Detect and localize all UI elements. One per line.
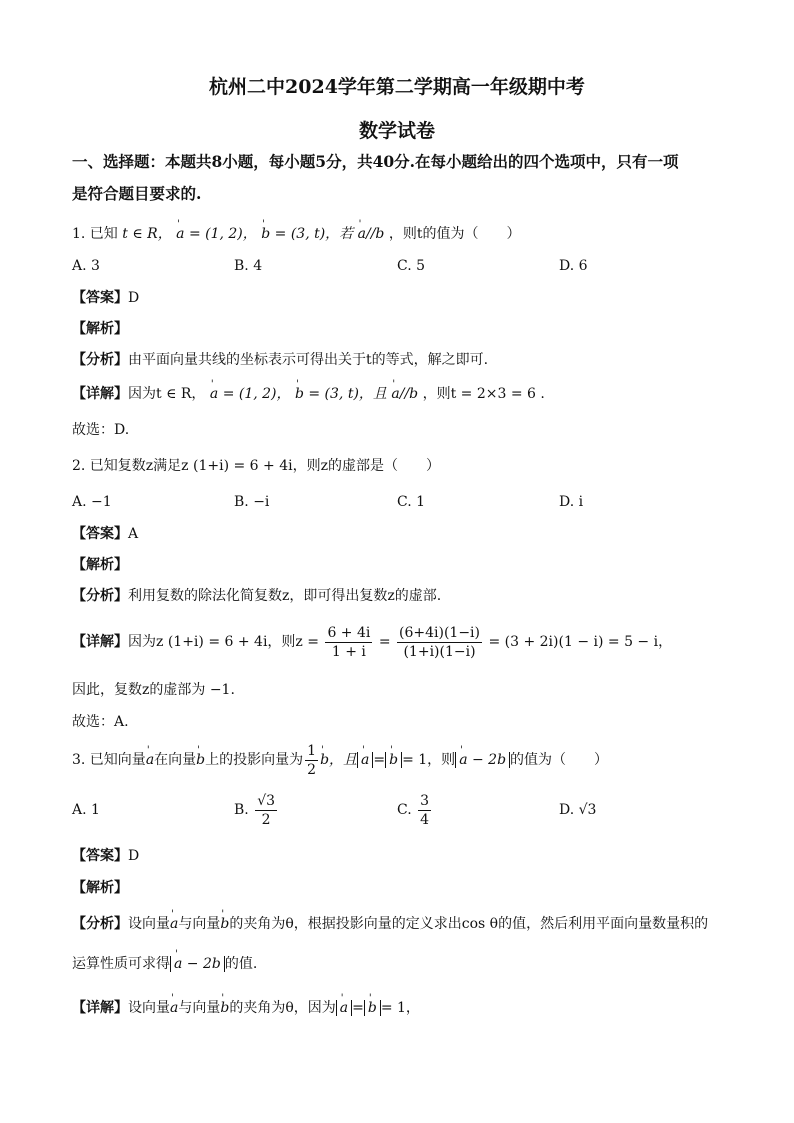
q1-xiangjie xyxy=(72,384,545,404)
q3-fenxi2-b: 的值. xyxy=(224,956,258,972)
fenxi-label: 【分析】 xyxy=(72,352,128,368)
xiangjie-label: 【详解】 xyxy=(72,386,128,402)
section-heading-line1: 一、选择题：本题共8小题，每小题5分，共40分.在每小题给出的四个选项中，只有一项 xyxy=(72,152,679,171)
q3-option-b-label: B. xyxy=(234,802,249,818)
q3-xiangjie-vec-b: ' b xyxy=(220,998,229,1018)
q3-fenxi2-a: 运算性质可求得 xyxy=(72,956,170,972)
q2-option-a: A. −1 xyxy=(72,494,112,510)
q3-stem-vec-b: ' b xyxy=(196,740,205,780)
q3-abs-b-text: ' b xyxy=(389,740,398,780)
q3-stem-vec-a: ' a xyxy=(146,740,154,780)
q3-abs-a xyxy=(357,752,373,768)
fenxi-label: 【分析】 xyxy=(72,588,128,604)
q3-fenxi2-abs xyxy=(170,956,225,972)
q3-stem-g: 的值为（ ） xyxy=(510,752,609,768)
q3-xiangjie-g: = 1， xyxy=(380,1000,420,1016)
q3-option-c-den: 4 xyxy=(420,811,430,828)
q2-option-d: D. i xyxy=(559,494,584,510)
q3-stem-b: 在向量 xyxy=(154,752,197,768)
q2-xiangjie-a: 因为z (1+i) = 6 + 4i，则z = xyxy=(128,634,319,650)
q2-answer xyxy=(72,524,138,544)
q3-xiangjie-abs-b xyxy=(364,1000,381,1016)
q1-xiangjie-a: 因为t ∈ R， xyxy=(128,386,206,402)
q1-option-b: B. 4 xyxy=(234,258,263,274)
q1-stem-parallel: ' a//b xyxy=(358,224,385,244)
q1-conclusion: 故选：D. xyxy=(72,422,130,438)
q3-abs-diff-text: ' a − 2b xyxy=(459,740,506,780)
q3-xiangjie-abs-a-text: ' a xyxy=(340,998,348,1018)
answer-label: 【答案】 xyxy=(72,290,128,306)
q3-xiangjie-abs-b-text: ' b xyxy=(368,998,377,1018)
q3-xiangjie-a: 设向量 xyxy=(128,1000,170,1016)
q2-fraction-2 xyxy=(397,624,482,661)
q1-answer xyxy=(72,288,139,308)
q3-option-c xyxy=(397,790,433,830)
q1-stem xyxy=(72,224,520,244)
q3-option-b xyxy=(234,790,279,830)
q3-option-b-den: 2 xyxy=(261,811,271,828)
xiangjie-label: 【详解】 xyxy=(72,634,128,650)
fenxi-label: 【分析】 xyxy=(72,916,128,932)
q2-frac2-den: (1+i)(1−i) xyxy=(403,643,476,660)
q3-option-c-num: 3 xyxy=(420,792,430,809)
exam-subtitle: 数学试卷 xyxy=(358,120,435,142)
q3-fenxi2-abs-text: ' a − 2b xyxy=(174,954,221,974)
q1-option-d: D. 6 xyxy=(559,258,588,274)
q3-option-c-fraction xyxy=(418,792,431,829)
q3-xiangjie-abs-a xyxy=(336,1000,352,1016)
q3-stem-a: 3. 已知向量 xyxy=(72,752,146,768)
q1-analysis-label: 【解析】 xyxy=(72,321,128,337)
q3-abs-a-text: ' a xyxy=(361,740,369,780)
q3-option-d: D. √3 xyxy=(559,802,597,818)
xiangjie-label: 【详解】 xyxy=(72,1000,128,1016)
q2-equals: = xyxy=(378,634,391,650)
q3-xiangjie-f: = xyxy=(352,1000,364,1016)
q2-frac2-num: (6+4i)(1−i) xyxy=(399,624,481,641)
q3-half-den: 2 xyxy=(307,761,317,778)
q2-fenxi xyxy=(72,586,441,606)
q1-xiangjie-vec-a: ' a = (1, 2)， xyxy=(210,384,291,404)
q2-xiangjie-b: = (3 + 2i)(1 − i) = 5 − i， xyxy=(488,634,673,650)
q1-xiangjie-result: ，则t = 2×3 = 6 . xyxy=(422,386,545,402)
q3-answer xyxy=(72,846,139,866)
q3-abs-diff xyxy=(455,752,510,768)
q2-answer-value: A xyxy=(128,526,139,542)
q3-fenxi-line2 xyxy=(72,954,257,974)
q1-fenxi-text: 由平面向量共线的坐标表示可得出关于t的等式，解之即可. xyxy=(128,352,489,368)
q2-frac1-num: 6 + 4i xyxy=(327,624,371,641)
q2-fraction-1 xyxy=(325,624,372,661)
q3-analysis-label: 【解析】 xyxy=(72,880,128,896)
q3-fenxi xyxy=(72,914,708,934)
q3-fenxi-c: 与向量 xyxy=(178,916,221,932)
q3-option-b-fraction xyxy=(255,792,277,829)
q1-option-c: C. 5 xyxy=(397,258,426,274)
q3-option-c-label: C. xyxy=(397,802,412,818)
q3-fenxi-a: 设向量 xyxy=(128,916,170,932)
q1-option-a: A. 3 xyxy=(72,258,100,274)
q3-stem-e: = xyxy=(373,752,386,768)
q3-abs-b xyxy=(385,752,402,768)
exam-title: 杭州二中2024学年第二学期高一年级期中考 xyxy=(209,76,585,98)
q1-fenxi xyxy=(72,350,488,370)
q3-stem-d: ' b，且 xyxy=(320,740,357,780)
q1-stem-text: 1. 已知 xyxy=(72,226,118,242)
q1-stem-question: ，则t的值为（ ） xyxy=(388,226,521,242)
answer-label: 【答案】 xyxy=(72,526,128,542)
q2-imag-part: 因此，复数z的虚部为 −1. xyxy=(72,682,235,698)
answer-label: 【答案】 xyxy=(72,848,128,864)
q3-fenxi-vec-a: ' a xyxy=(170,914,178,934)
q1-stem-vec-b: ' b = (3, t)，若 xyxy=(261,224,353,244)
q2-stem: 2. 已知复数z满足z (1+i) = 6 + 4i，则z的虚部是（ ） xyxy=(72,458,440,474)
q3-xiangjie xyxy=(72,998,420,1018)
q3-xiangjie-c: 与向量 xyxy=(178,1000,221,1016)
q2-option-c: C. 1 xyxy=(397,494,426,510)
q3-answer-value: D xyxy=(128,848,140,864)
q2-fenxi-text: 利用复数的除法化简复数z，即可得出复数z的虚部. xyxy=(128,588,442,604)
q1-xiangjie-vec-b: ' b = (3, t)，且 xyxy=(295,384,387,404)
q3-stem-c: 上的投影向量为 xyxy=(205,752,304,768)
q1-xiangjie-parallel: ' a//b xyxy=(391,384,418,404)
q3-half-num: 1 xyxy=(307,742,317,759)
q2-conclusion: 故选：A. xyxy=(72,714,129,730)
q2-xiangjie xyxy=(72,622,672,662)
q3-fenxi-vec-b: ' b xyxy=(220,914,229,934)
q3-fenxi-e: 的夹角为θ，根据投影向量的定义求出cos θ的值，然后利用平面向量数量积的 xyxy=(229,916,709,932)
q3-half-fraction xyxy=(305,742,318,779)
q1-stem-vec-a: ' a = (1, 2)， xyxy=(176,224,257,244)
q2-option-b: B. −i xyxy=(234,494,270,510)
q3-xiangjie-vec-a: ' a xyxy=(170,998,178,1018)
q1-stem-t: t ∈ R， xyxy=(122,226,172,242)
q2-analysis-label: 【解析】 xyxy=(72,557,128,573)
q3-option-b-num: √3 xyxy=(257,792,276,809)
q3-stem-f: = 1，则 xyxy=(402,752,456,768)
q3-option-a: A. 1 xyxy=(72,802,100,818)
q2-frac1-den: 1 + i xyxy=(331,643,366,660)
q1-answer-value: D xyxy=(128,290,140,306)
q3-stem xyxy=(72,740,608,780)
q3-xiangjie-e: 的夹角为θ，因为 xyxy=(229,1000,336,1016)
section-heading-line2: 是符合题目要求的. xyxy=(72,184,202,203)
